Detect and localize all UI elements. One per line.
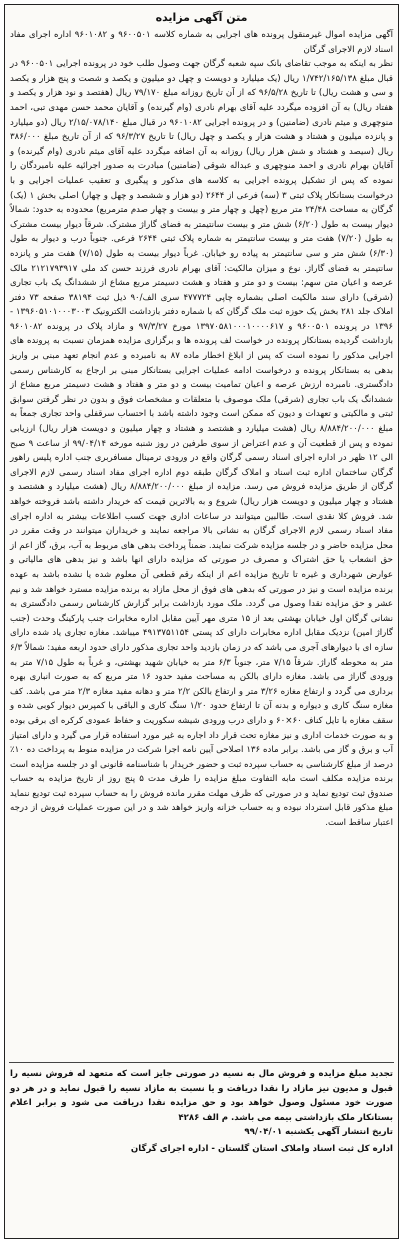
notice-title: متن آگهی مزایده [155, 11, 248, 24]
section-divider [9, 1062, 394, 1063]
notice-heading-paragraph: آگهی مزایده اموال غیرمنقول پرونده های اجرایی به شماره کلاسه ۹۶۰۰۵۰۱ و ۹۶۰۱۰۸۲ اداره اجرای مفاد اسناد لازم الاجرای گرگان [10, 30, 394, 55]
notice-card [4, 4, 399, 1239]
signature-line: اداره کل ثبت اسناد واملاک استان گلستان - اداره اجرای گرگان [130, 1143, 393, 1154]
notice-body-paragraph: نظر به اینکه به موجب تقاضای بانک سپه شعبه گرگان جهت وصول طلب خود در پرونده اجرایی ۹۶۰۰۵۰۱ در قبال مبلغ ۱/۷۴۲/۱۶۵/۱۳۸ ریال (یک میلیارد و دویست و چهل دو میلیون و یکصد و شصت و پنج هزار و یکصد و سی و هشت ریال) تا تاریخ ۹۶/۵/۲۸ که از آن تاریخ روزانه مبلغ ۷۹/۱۷۰ ریال (هفتصد و نود هزار و یکصد و هفتاد ریال) به آن افزوده میگردد علیه آقای بهرام نادری (وام گیرنده) و آقایان محمد حسن مهدی تبی، احمد منوچهری و میثم نادری (ضامنین) و در پرونده اجرایی ۹۶۰۱۰۸۲ در قبال مبلغ ۲/۱۵/۰۷۸/۱۴۰ ریال (دو میلیارد و پانزده میلیون و هشتاد و هشت هزار و یکصد و چهل ریال) تا تاریخ ۹۶/۳/۲۷ که از آن تاریخ مبلغ ۳۸۶/۰۰۰ ریال (سیصد و هشتاد و شش هزار ریال) روزانه به آن اضافه میگردد علیه آقای میثم نادری (وام گیرنده) و آقایان بهرام نادری و احمد منوچهری و عبداله شوقی (ضامنین) مبادرت به صدور اجرائیه علیه نامبردگان را نموده که پس از تشکیل پرونده اجرایی به کلاسه های مذکور و پیگیری و تعقیب عملیات اجرایی و با درخواست بستانکار پلاک ثبتی ۳ (سه) فرعی از ۲۶۴۴ (دو هزار و ششصد و چهل و چهار) اصلی بخش ۱ (یک) گرگان به مساحت ۲۴/۴۸ متر مربع (چهل و چهار متر و بیست و چهار صدم مترمربع) محدوده به حدود: شمالاً دیوار بیست به طول (۶/۲۰) شش متر و بیست سانتیمتر به فضای گاراژ مشترک. شرقاً دیوار بیست مشترک به طول (۷/۲۰) هفت متر و بیست سانتیمتر به شماره پلاک ثبتی ۲۶۴۴ فرعی. جنوباً درب و دیوار به طول (۶/۳۰) شش متر و سی سانتیمتر به پیاده رو خیابان. غرباً دیوار بیست به طول (۷/۱۵) هفت متر و پانزده سانتیمتر به فضای گاراژ. نوع و میزان مالکیت: آقای بهرام نادری فرزند حسن کد ملی ۲۱۲۱۷۹۳۹۱۷ مالک عرصه و اعیان متن سهم: بیست و دو متر و هفتاد و هشت دسیمتر مربع مشاع از ششدانگ یک باب تجاری (شرقی) دارای سند مالکیت اصلی بشماره چاپی ۴۷۷۷۲۴ سری الف/۹۰ ذیل ثبت ۳۸۱۹۴ صفحه ۷۳ دفتر املاک جلد ۲۸۱ بخش یک حوزه ثبت ملک گرگان که با شماره دفتر بازداشت الکترونیک ۱۳۹۶۰۵۱۰۱۰۰۰۳۰۰۳ - ۱۳۹۶ در پرونده ۹۶۰۰۵۰۱ و ۱۳۹۷۰۵۸۱۰۰۰۱۰۰۰۰۶۱۷ مورخ ۹۷/۳/۲۷ و مازاد پلاک در پرونده ۹۶۰۱۰۸۲ بازداشت گردیده بستانکار پرونده در خواست لف پرونده ها و برگزاری مزایده همزمان نسبت به پرونده های اجرایی مذکور را نموده است که پس از ابلاغ اخطار ماده ۸۷ به نامبرده و عدم انجام تعهد مبنی بر واریز بدهی به بستانکار پرونده و درخواست ادامه عملیات اجرایی بستانکار مبنی بر ارجاع به کارشناس رسمی دادگستری. نامبرده ارزش عرصه و اعیان تمامیت بیست و دو متر و هفتاد و هشت دسیمتر مربع مشاع از ششدانگ یک باب تجاری (شرقی) ملک موصوف با متعلقات و مشخصات فوق و بدون در نظر گرفتن سوابق ثبتی و مالکیتی و تعهدات و دیون که ممکن است وجود داشته باشد با احتساب سرقفلی واحد تجاری جمعاً به مبلغ ۸/۸۸۴/۲۰۰/۰۰۰ ریال (هشت میلیارد و هشتصد و هشتاد و چهار میلیون و دویست هزار ریال) ارزیابی نموده و پس از قطعیت آن و عدم اعتراض از سوی طرفین در روز شنبه مورخه ۹۹/۰۴/۱۴ از ساعت ۹ صبح الی ۱۲ ظهر در اداره اجرای اسناد رسمی گرگان واقع در ورودی ترمینال مسافربری جنب اداره پلیس راهور گرگان ساختمان اداره ثبت اسناد و املاک گرگان طبقه دوم اداره اجرای مفاد اسناد رسمی لازم الاجرای گرگان از طریق مزایده فروش می رسد. مزایده از مبلغ ۸/۸۸۴/۲۰۰/۰۰۰ ریال (هشت میلیارد و هشتصد و هشتاد و چهار میلیون و دویست هزار ریال) شروع و به بالاترین قیمت که خریدار داشته باشد فروخته خواهد شد. فروش کلا نقدی است. طالبین میتوانند در ساعات اداری جهت کسب اطلاعات بیشتر به اداره اجرای مفاد اسناد رسمی لازم الاجرای گرگان به نشانی بالا مراجعه نمایند و خریداران میتوانند در وقت مقرر در محل مزایده حاضر و در جلسه مزایده شرکت نمایند. ضمناً پرداخت بدهی های مربوط به آب، برق، گاز اعم از حق انشعاب یا حق اشتراک و مصرف در صورتی که مزایده دارای انها باشد و نیز بدهی های مالیاتی و عوارض شهرداری و غیره تا تاریخ مزایده اعم از اینکه رقم قطعی آن معلوم شده یا نشده باشد به عهده برنده مزایده است و نیز در صورتی که بدهی های فوق از محل مازاد به برنده مزایده مسترد خواهد شد و نیم عشر و حق مزایده نقدا وصول می گردد. ملک مورد بازداشت برابر گزارش کارشناس رسمی دادگستری به نشانی گرگان اول خیابان بهشتی بعد از ۱۵ متری مهر آیین مقابل اداره مخابرات جنب پارکینگ وحدت (جنب گاراژ امین) نزدیک مقابل اداره مخابرات دارای کد پستی ۴۹۱۳۷۵۱۱۵۴ میباشد. مغازه تجاری یاد شده دارای سازه ای با دیوارهای آجری می باشد که در زمان بازدید واحد تجاری مذکور دارای حدود اربعه مفید: شمالاً ۶/۳ متر به محوطه گاراژ. شرقاً ۷/۱۵ متر، جنوباً ۶/۳ متر به خیابان شهید بهشتی، و غرباً به طول ۷/۱۵ متر به ورودی گاراژ می باشد. مغازه دارای بالکن به مساحت مفید حدود ۱۶ متر مربع که به صورت انباری بهره برداری می گردد و ارتفاع مغازه ۳/۲۶ متر و ارتفاع بالکن ۲/۲ متر و دهانه مفید مغازه ۲/۳ متر می باشد. کف مغازه سنگ کاری و دیواره و بدنه آن تا ارتفاع حدود ۱/۲۰ سنگ کاری و الباقی با کمپرس دیوار کوبی شده و سقف مغازه با تایل کناف ۶۰×۶۰ و دارای درب ورودی شیشه سکوریت و حفاظ عمودی کرکره ای برقی بوده و به صورت خدمات اداری و نیز مغازه تحت قرار داد اجاره به غیر مورد استفاده قرار می گیرد و دارای امتیاز آب و برق و گاز می باشد. برابر ماده ۱۳۶ اصلاحی آیین نامه اجرا شرکت در مزایده منوط به پرداخت ده ۱۰٪ درصد از مبلغ کارشناسی به حساب سپرده ثبت و حضور خریدار با شناسنامه قانونی او در جلسه مزایده است برنده مزایده مکلف است مابه التفاوت مبلغ مزایده را ظرف مدت ۵ پنج روز از تاریخ مزایده به حساب صندوق ثبت تودیع نماید و در صورتی که ظرف مهلت مقرر مانده فروش را به حساب سپرده ثبت تودیع ننماید مبلغ مذکور قابل استرداد نبوده و به حساب خزانه واریز خواهد شد و در این صورت عملیات فروش از درجه اعتبار ساقط است. [10, 59, 394, 829]
notice-footer [5, 1067, 398, 1140]
publication-date: تاریخ انتشار آگهی یکشنبه ۹۹/۰۴/۰۱ [244, 1127, 393, 1138]
notice-body [5, 28, 398, 1056]
footer-paragraph: تجدید مبلغ مزایده و فروش مال به نسیه در صورتی جایز است که متعهد له فروش نسیه را قبول و مدیون نیز مازاد را نقدا دریافت و یا نسبت به مازاد نسیه را قبول نماید و در هر دو صورت خود مسئول وصول خواهد بود و حق مزایده نقدا دریافت می شود و برابر اعلام بستانکار ملک بازداشتی بیمه می باشد. م الف ۴۲۸۶ [10, 1069, 393, 1123]
